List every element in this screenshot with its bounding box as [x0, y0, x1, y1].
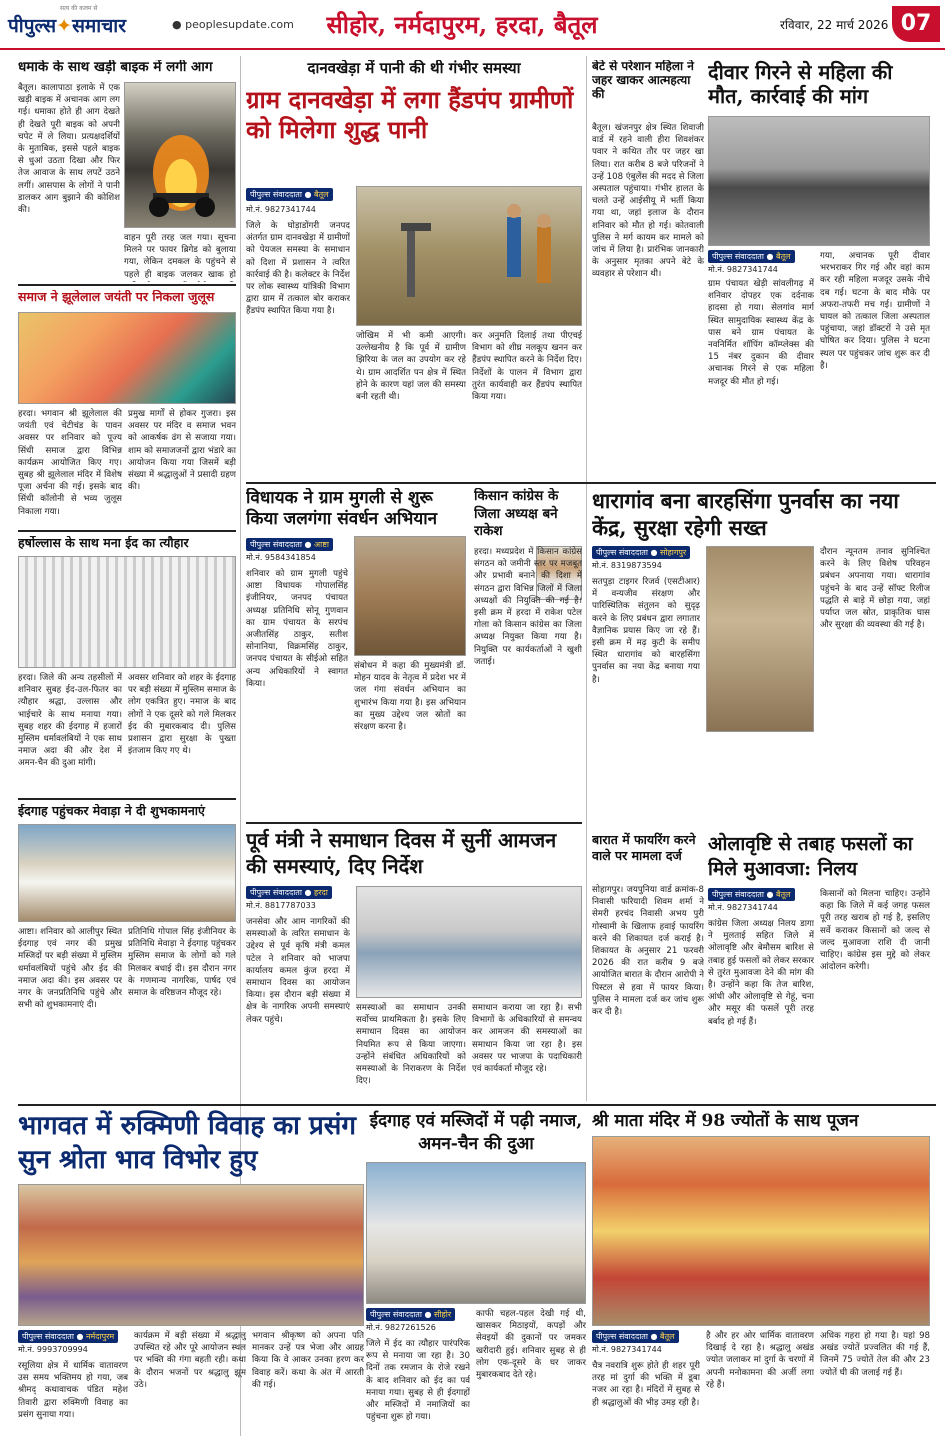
story-divider	[18, 530, 236, 532]
story-body-continued: कार्यक्रम में बड़ी संख्या में श्रद्धालु उपस्थित रहे और पूरे आयोजन स्थल पर भक्ति की गंगा बहती रही। कथा के दौरान भजनों पर श्रद्धालु झूम उठे।	[134, 1331, 246, 1390]
story-suicide	[592, 60, 704, 478]
story-body-continued: समस्याओं का समाधान उनकी सर्वोच्च प्राथमिकता है। इसके लिए समाधान दिवस का आयोजन नियमित रूप से किया जाएगा। उन्होंने संबंधित अधिकारियों को समस्याओं के निराकरण के निर्देश दिए।	[356, 1003, 466, 1087]
story-headline: पूर्व मंत्री ने समाधान दिवस में सुनीं आमजन की समस्याएं, दिए निर्देश	[246, 828, 557, 878]
logo	[8, 4, 168, 46]
story-headline: भागवत में रुक्मिणी विवाह का प्रसंग सुन श्रोता भाव विभोर हुए	[18, 1111, 356, 1175]
story-mewada	[18, 804, 236, 1096]
story-body: कांग्रेस जिला अध्यक्ष निलय डागा ने मुलताई सहित जिले में ओलावृष्टि और बेमौसम बारिश से तबाह हुई फसलों को लेकर सरकार से तुरंत मुआवजा देने की मांग की है। उन्होंने कहा कि तेज बारिश, आंधी और ओलावृष्टि से गेहूं, चना और मसूर की फसलें पूरी तरह बर्बाद हो गई हैं।	[708, 919, 814, 1027]
photo-collapsed-wall	[708, 116, 930, 246]
story-body-continued: प्रमुख मार्गों से होकर गुजरा। इस अवसर पर मंदिर व समाज भवन को आकर्षक ढंग से सजाया गया। शाम को समाजजनों द्वारा भंडारे का आयोजन किया गया जिसमें बड़ी संख्या में श्रद्धालुओं ने प्रसादी ग्रहण की।	[128, 409, 236, 493]
story-bhagwat	[18, 1110, 364, 1440]
photo-bhagwat-audience	[18, 1184, 364, 1326]
story-body: जिले में ईद का त्यौहार पारंपरिक रूप से मनाया जा रहा है। 30 दिनों तक रमजान के रोजे रखने के बाद शनिवार को ईद का पर्व मनाया गया। सुबह से ही ईदगाहों और मस्जिदों में नमाजियों का पहुंचना शुरू हो गया।	[366, 1339, 470, 1423]
story-body-continued-2: कर अनुमति दिलाई तथा पीएचई विभाग को शीघ्र नलकूप खनन कर हैंडपंप स्थापित करने के निर्देश दिए। निर्देशों के पालन में विभाग द्वारा तुरंत कार्यवाही कर हैंडपंप स्थापित किया गया।	[472, 331, 582, 403]
reporter-byline: पीपुल्स संवाददाता ● बैतूल	[592, 1330, 679, 1343]
photo-burning-bike	[124, 82, 236, 228]
reporter-byline: पीपुल्स संवाददाता ● नर्मदापुरम	[18, 1330, 118, 1343]
story-headline: श्री माता मंदिर में 98 ज्योतों के साथ पूजन	[592, 1111, 859, 1131]
story-bike-fire	[18, 60, 236, 282]
story-body-continued: दौरान न्यूनतम तनाव सुनिश्चित करने के लिए विशेष परिवहन प्रबंधन अपनाया गया। धारागांव पहुंचने के बाद उन्हें सॉफ्ट रिलीज पद्धति से बाड़े में छोड़ा गया, जहां पर्याप्त जल स्रोत, प्राकृतिक घास और सुरक्षा की व्यवस्था की गई है।	[820, 547, 930, 631]
story-body-continued: प्रतिनिधि गोपाल सिंह इंजीनियर के प्रतिनिधि मेवाड़ा ने ईदगाह पहुंचकर मुस्लिम समाज के लोगों को गले मिलकर बधाई दी। इस दौरान नगर के गणमान्य नागरिक, पार्षद एवं समाज के वरिष्ठजन मौजूद रहे।	[128, 927, 236, 999]
story-body-continued: किसानों को मिलना चाहिए। उन्होंने कहा कि जिले में कई जगह फसल पूरी तरह खराब हो गई है, इसलिए सर्वे कराकर किसानों को जल्द से जल्द मुआवजा राशि दी जानी चाहिए। कांग्रेस इस मुद्दे को लेकर आंदोलन करेगी।	[820, 889, 930, 973]
story-body: हरदा। भगवान श्री झूलेलाल की जयंती एवं चेटीचंड के पावन अवसर पर शनिवार को पूज्य सिंधी समाज द्वारा विभिन्न कार्यक्रम आयोजित किए गए। सुबह श्री झूलेलाल मंदिर में विशेष पूजा अर्चना की गई। इसके बाद सिंधी कॉलोनी से भव्य जुलूस निकाला गया।	[18, 409, 122, 517]
story-samadhan	[246, 828, 582, 1100]
story-headline: बेटे से परेशान महिला ने जहर खाकर आत्महत्या की	[592, 60, 694, 101]
story-eid	[18, 536, 236, 796]
reporter-mobile: मो.नं. 9827341744	[708, 265, 778, 274]
issue-date: रविवार, 22 मार्च 2026	[780, 18, 889, 32]
story-body-continued: अवसर शनिवार को शहर के ईदगाह पर बड़ी संख्या में मुस्लिम समाज के लोग एकत्रित हुए। नमाज के बाद लोगों ने एक दूसरे को गले मिलकर ईद की मुबारकबाद दी। पुलिस प्रशासन द्वारा सुरक्षा के पुख्ता इंतजाम किए गए थे।	[128, 673, 236, 757]
masthead	[0, 0, 945, 50]
story-body: रसूलिया क्षेत्र में धार्मिक वातावरण उस समय भक्तिमय हो गया, जब श्रीमद् कथावाचक पंडित महेश तिवारी द्वारा रुक्मिणी विवाह का प्रसंग सुनाया गया।	[18, 1361, 128, 1420]
story-body: जिले के घोड़ाडोंगरी जनपद अंतर्गत ग्राम दानवखेड़ा में ग्रामीणों को पेयजल समस्या के समाधान को दिशा में प्रशासन ने त्वरित कार्रवाई की है। कलेक्टर के निर्देश पर लोक स्वास्थ्य यांत्रिकी विभाग द्वारा ग्राम में तत्काल बोर कराकर हैंडपंप स्थापित किया गया है।	[246, 221, 350, 317]
story-body-continued: गया, अचानक पूरी दीवार भरभराकर गिर गई और वहां काम कर रही महिला मजदूर उसके नीचे दब गई। घटना के बाद मौके पर अफरा-तफरी मच गई। ग्रामीणों ने घायल को तत्काल जिला अस्पताल पहुंचाया, जहां डॉक्टरों ने उसे मृत घोषित कर दिया। पुलिस ने घटना स्थल पर पहुंचकर जांच शुरू कर दी है।	[820, 251, 930, 371]
photo-jyot-puja	[592, 1136, 930, 1326]
story-jalganga	[246, 488, 466, 818]
logo-text-right: समाचार	[72, 15, 126, 37]
page-number: 07	[892, 6, 940, 42]
reporter-byline: पीपुल्स संवाददाता ● बैतूल	[246, 188, 333, 201]
story-headline: ग्राम दानवखेड़ा में लगा हैंडपंप ग्रामीणों को मिलेगा शुद्ध पानी	[246, 85, 574, 145]
photo-digging	[354, 536, 466, 656]
reporter-byline: पीपुल्स संवाददाता ● बैतूल	[708, 888, 795, 901]
reporter-mobile: मो.नं. 9827341744	[246, 205, 316, 214]
story-body: बैतूल। खंजनपुर क्षेत्र स्थित शिवाजी वार्ड में रहने वाली हीरा शिवशंकर पवार ने कथित तौर पर जहर खा लिया। रात करीब 8 बजे परिजनों ने उन्हें 108 एंबुलेंस की मदद से जिला अस्पताल पहुंचाया। गंभीर हालत के चलते उन्हें आईसीयू में भर्ती किया गया था, जहां इलाज के दौरान शनिवार को मौत हो गई। कोतवाली पुलिस ने मर्ग कायम कर मामले को जांच में लिया है। प्रारंभिक जानकारी के अनुसार मृतका अपने बेटे के व्यवहार से परेशान थी।	[592, 123, 704, 280]
reporter-mobile: मो.नं. 9827261526	[366, 1323, 436, 1332]
story-headline: ईदगाह एवं मस्जिदों में पढ़ी नमाज, अमन-चैन की दुआ	[369, 1111, 583, 1154]
reporter-byline: पीपुल्स संवाददाता ● सोहागपुर	[592, 546, 690, 559]
story-body-continued: जोखिम में भी कमी आएगी। उल्लेखनीय है कि पूर्व में ग्रामीण झिरिया के जल का उपयोग कर रहे थे। ग्राम आदर्शित पन क्षेत्र में स्थित होने के कारण यहां जल की समस्या बनी रहती थी।	[356, 331, 466, 403]
reporter-byline: पीपुल्स संवाददाता ● बैतूल	[708, 250, 795, 263]
fire-icon	[125, 83, 236, 228]
story-divider	[18, 798, 236, 800]
reporter-mobile: मो.नं. 9827341744	[592, 1345, 662, 1354]
story-kicker: दानवखेड़ा में पानी की थी गंभीर समस्या	[307, 60, 521, 77]
story-body-continued: वाहन पूरी तरह जल गया। सूचना मिलने पर फायर ब्रिगेड को बुलाया गया, लेकिन दमकल के पहुंचने से पहले ही बाइक जलकर खाक हो	[124, 233, 236, 280]
reporter-byline: पीपुल्स संवाददाता ● हरदा	[246, 886, 332, 899]
story-headline: ईदगाह पहुंचकर मेवाड़ा ने दी शुभकामनाएं	[18, 804, 205, 818]
column-divider	[586, 56, 587, 1101]
site-url[interactable]: ● peoplesupdate.com	[172, 18, 294, 31]
story-headline: विधायक ने ग्राम मुगली से शुरू किया जलगंगा संवर्धन अभियान	[246, 488, 438, 530]
reporter-byline: पीपुल्स संवाददाता ● सीहोर	[366, 1308, 455, 1321]
reporter-mobile: मो.नं. 8817787033	[246, 901, 316, 910]
story-headline: किसान कांग्रेस के जिला अध्यक्ष बने राकेश	[474, 488, 559, 540]
photo-handpump-drilling	[356, 186, 582, 326]
story-jhulelal	[18, 290, 236, 528]
reporter-mobile: मो.नं. 9584341854	[246, 553, 316, 562]
story-divider	[246, 482, 936, 484]
story-headline: दीवार गिरने से महिला की मौत, कार्रवाई की मांग	[708, 60, 893, 108]
reporter-mobile: मो.नं. 8319873594	[592, 561, 662, 570]
story-firing	[592, 832, 704, 1102]
story-headline: समाज ने झूलेलाल जयंती पर निकला जुलूस	[18, 290, 215, 304]
story-barasingha	[592, 488, 930, 828]
story-body: हरदा। जिले की अन्य तहसीलों में शनिवार सुबह ईद-उल-फितर का त्यौहार श्रद्धा, उल्लास और भाईचारे के साथ मनाया गया। सुबह शहर की ईदगाह में हजारों मुस्लिम धर्मावलंबियों ने एक साथ नमाज अदा की और देश में अमन-चैन की दुआ मांगी।	[18, 673, 122, 769]
photo-samadhan-meeting	[356, 886, 582, 998]
story-body-continued: है और हर ओर धार्मिक वातावरण दिखाई दे रहा है। श्रद्धालु अखंड ज्योत जलाकर मां दुर्गा के चरणों में अपनी मनोकामना की अर्जी लगा रहे हैं।	[706, 1331, 814, 1390]
story-wall-collapse	[708, 60, 930, 478]
reporter-byline: पीपुल्स संवाददाता ● आष्टा	[246, 538, 333, 551]
story-headline: ओलावृष्टि से तबाह फसलों का मिले मुआवजा: निलय	[708, 833, 913, 880]
story-headline: धारागांव बना बारहसिंगा पुनर्वास का नया केंद्र, सुरक्षा रहेगी सख्त	[592, 488, 899, 540]
story-headline: धमाके के साथ खड़ी बाइक में लगी आग	[18, 60, 213, 75]
story-headline: बारात में फायरिंग करने वाले पर मामला दर्ज	[592, 832, 696, 864]
story-jyot	[592, 1110, 930, 1440]
story-body: सतपुड़ा टाइगर रिजर्व (एसटीआर) में वन्यजीव संरक्षण और पारिस्थितिक संतुलन को सुदृढ़ करने के लिए प्रबंधन द्वारा लगातार वैज्ञानिक प्रयास किए जा रहे हैं। इसी क्रम में मढ़ कुटी के समीप स्थित धारागांव को बारहसिंगा पुनर्वास का नया केंद्र बनाया गया है।	[592, 577, 700, 685]
story-body-continued: काफी चहल-पहल देखी गई थी, खासकर मिठाइयों, कपड़ों और सेवइयों की दुकानों पर जमकर खरीदारी हुई। शनिवार सुबह से ही लोग एक-दूसरे के घर जाकर मुबारकबाद देते रहे।	[476, 1309, 586, 1381]
reporter-mobile: मो.नं. 9993709994	[18, 1345, 88, 1354]
story-body: ग्राम पंचायत खेड़ी सांवलीगढ़ में शनिवार दोपहर एक दर्दनाक हादसा हो गया। सेलगांव मार्ग स्थित सामुदायिक स्वास्थ्य केंद्र के पास बने ग्राम पंचायत के नवनिर्मित शॉपिंग कॉम्प्लेक्स की 15 नंबर दुकान की दीवार अचानक गिरने से एक महिला मजदूर की मौत हो गई।	[708, 279, 814, 387]
story-body-continued: संबोधन में कहा की मुख्यमंत्री डॉ. मोहन यादव के नेतृत्व में प्रदेश भर में जल गंगा संवर्धन अभियान का शुभारंभ किया गया है। इस अभियान का मुख्य उद्देश्य जल स्रोतों का संरक्षण करना है।	[354, 661, 466, 733]
story-body: जनसेवा और आम नागरिकों की समस्याओं के त्वरित समाधान के उद्देश्य से पूर्व कृषि मंत्री कमल पटेल ने शनिवार को भाजपा कार्यालय कमल कुंज हरदा में समाधान दिवस का आयोजन किया। इस दौरान बड़ी संख्या में क्षेत्र के नागरिक अपनी समस्याएं लेकर पहुंचे।	[246, 917, 350, 1025]
story-divider	[18, 284, 236, 286]
photo-eid-prayer	[18, 556, 236, 668]
logo-tagline: सत्य की कलम से	[60, 5, 98, 12]
story-body: सोहागपुर। जयपुनिया वार्ड क्रमांक-8 निवासी फरियादी शिवम शर्मा ने सेमरी हरचंद निवासी अभय पुरी गोस्वामी के खिलाफ हवाई फायरिंग करने की शिकायत दर्ज कराई है। शिकायत के अनुसार 21 फरवरी 2026 की रात करीब 9 बजे आयोजित बारात के दौरान आरोपी ने पिस्टल से हवा में फायर किया। पुलिस ने मामला दर्ज कर जांच शुरू कर दी है।	[592, 885, 704, 1018]
story-body: शनिवार को ग्राम मुगली पहुंचे आष्टा विधायक गोपालसिंह इंजीनियर, जनपद पंचायत अध्यक्ष प्रतिनिधि सोनू गुणवान का ग्राम पंचायत के सरपंच अजीतसिंह ठाकुर, सतीश सोनानिया, विक्रमसिंह ठाकुर, जनपद पंचायत के सीईओ सहित अन्य अधिकारियों ने स्वागत किया।	[246, 569, 348, 689]
story-body: हरदा। मध्यप्रदेश में किसान कांग्रेस संगठन को जमीनी स्तर पर मजबूत और प्रभावी बनाने की दिशा में संगठन द्वारा विभिन्न जिलों में जिला अध्यक्षों की नियुक्ति की गई है। इसी क्रम में हरदा में राकेश पटेल गोला को किसान कांग्रेस का जिला अध्यक्ष नियुक्त किया गया है। नियुक्ति पर कार्यकर्ताओं ने खुशी जताई।	[474, 547, 582, 667]
photo-deer	[706, 546, 814, 732]
story-body: आष्टा। शनिवार को आलीपुर स्थित ईदगाह एवं नगर की प्रमुख मस्जिदों पर बड़ी संख्या में मुस्लिम धर्मावलंबियों पहुंचे और ईद की नमाज अदा की। इस अवसर पर नगर के जनप्रतिनिधि पहुंचे और सभी को शुभकामनाएं दी।	[18, 927, 122, 1011]
photo-eidgah-greeting	[18, 824, 236, 922]
story-handpump	[246, 60, 582, 478]
story-body: चैत्र नवरात्रि शुरू होते ही शहर पूरी तरह मां दुर्गा की भक्ति में डूबा नजर आ रहा है। मंदिरों में सुबह से ही श्रद्धालुओं की भीड़ उमड़ रही है।	[592, 1361, 700, 1408]
story-hailstorm	[708, 832, 930, 1102]
story-congress	[474, 488, 582, 818]
section-title: सीहोर, नर्मदापुरम, हरदा, बैतूल	[326, 10, 598, 39]
reporter-mobile: मो.नं. 9827341744	[708, 903, 778, 912]
story-body: बैतूल। कालापाठा इलाके में एक खड़ी बाइक में अचानक आग लग गई। धमाका होते ही आग देखते ही देखते पूरी बाइक को अपनी चपेट में ले लिया। प्रत्यक्षदर्शियों के मुताबिक, इससे पहले बाइक से धुआं उठता दिखा और फिर तेज आवाज के साथ लपटें उठने लगीं। आसपास के लोगों ने पानी डालकर आग बुझाने की कोशिश की।	[18, 83, 120, 216]
story-body-continued-2: अधिक गहरा हो गया है। यहां 98 अखंड ज्योतें प्रज्वलित की गई हैं, जिनमें 75 ज्योतें तेल की और 23 ज्योतें घी की जलाई गई हैं।	[820, 1331, 930, 1378]
logo-star-icon: ✦	[56, 15, 73, 37]
story-namaz	[366, 1110, 586, 1440]
story-body-continued-2: भगवान श्रीकृष्ण को अपना पति मानकर उन्हें पत्र भेजा और आग्रह किया कि वे आकर उनका हरण कर विवाह करें। कथा के अंत में आरती की गई।	[252, 1331, 364, 1390]
globe-icon: ●	[172, 18, 186, 31]
logo-text-left: पीपुल्स	[8, 15, 57, 37]
photo-procession	[18, 312, 236, 404]
photo-namaz-gathering	[366, 1162, 586, 1304]
story-body-continued-2: समाधान कराया जा रहा है। सभी विभागों के अधिकारियों से समन्वय कर आमजन की समस्याओं का समाधान किया जा रहा है। इस अवसर पर भाजपा के पदाधिकारी एवं कार्यकर्ता मौजूद रहे।	[472, 1003, 582, 1075]
story-headline: हर्षोल्लास के साथ मना ईद का त्यौहार	[18, 536, 189, 550]
story-divider	[18, 1104, 936, 1106]
story-divider	[246, 822, 582, 824]
